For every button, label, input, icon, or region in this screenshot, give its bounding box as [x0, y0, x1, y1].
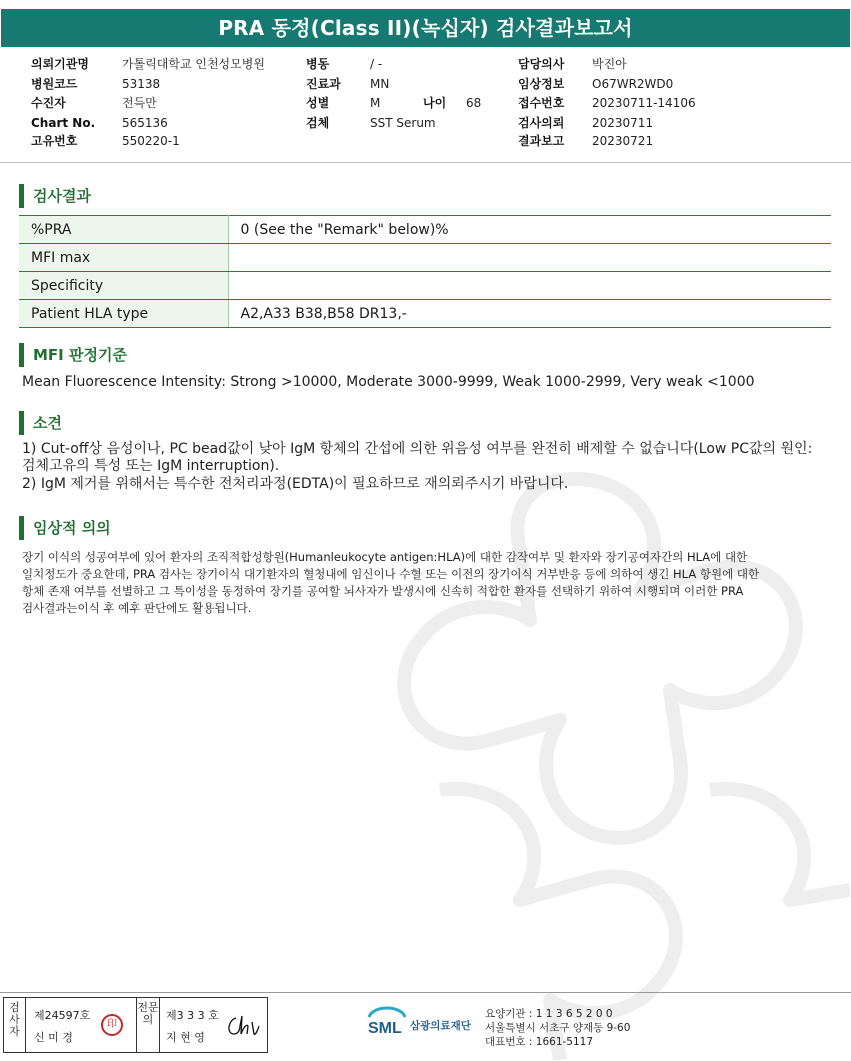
result-key: Patient HLA type — [19, 300, 228, 328]
result-key: MFI max — [19, 244, 228, 272]
value-ward: / - — [370, 57, 383, 71]
label-doctor: 담당의사 — [518, 57, 565, 71]
label-age: 나이 — [423, 96, 447, 110]
value-doctor: 박진아 — [592, 57, 627, 71]
value-unique-no: 550220-1 — [122, 134, 180, 148]
sml-foundation-name: 삼광의료재단 — [410, 1020, 471, 1032]
header-divider — [0, 162, 851, 163]
value-sex: M — [370, 96, 381, 110]
sml-logo-icon — [365, 1003, 409, 1047]
specialist-name: 지 현 영 — [166, 1031, 205, 1044]
inspector-seal-icon: 印 — [101, 1014, 123, 1036]
label-hospital-code: 병원코드 — [31, 77, 78, 91]
result-value — [228, 244, 831, 272]
label-unique-no: 고유번호 — [31, 134, 78, 148]
specialist-license: 제3 3 3 호 — [166, 1009, 219, 1022]
value-request-date: 20230711 — [592, 116, 654, 130]
clinical-line-3: 항체 존재 여부를 선별하고 그 특이성을 동정하여 장기를 공여할 뇌사자가 발생시에 신속히 적합한 환자를 선택하기 위하여 시행되며 이러한 PRA — [22, 584, 744, 598]
result-key: Specificity — [19, 272, 228, 300]
label-patient: 수진자 — [31, 96, 66, 110]
remark-line-2: 검체고유의 특성 또는 IgM interruption). — [22, 458, 280, 474]
clinical-line-1: 장기 이식의 성공여부에 있어 환자의 조직적합성항원(Humanleukocyte antigen:HLA)에 대한 감작여부 및 환자와 장기공여자간의 HLA에 대한 — [22, 550, 748, 564]
specialist-vertical-label: 전문의 — [136, 998, 160, 1052]
label-department: 진료과 — [306, 77, 341, 91]
label-sex: 성별 — [306, 96, 330, 110]
value-institution: 가톨릭대학교 인천성모병원 — [122, 57, 265, 71]
result-value: A2,A33 B38,B58 DR13,- — [228, 300, 831, 328]
section-title-clinical: 임상적 의의 — [19, 516, 111, 540]
label-ward: 병동 — [306, 57, 330, 71]
inspector-license: 제24597호 — [34, 1009, 91, 1022]
label-specimen: 검체 — [306, 116, 330, 130]
org-address: 서울특별시 서초구 양재동 9-60 — [485, 1022, 631, 1034]
signature-box — [3, 997, 268, 1053]
value-age: 68 — [466, 96, 482, 110]
result-value — [228, 272, 831, 300]
section-title-mfi: MFI 판정기준 — [19, 343, 127, 367]
label-chart-no: Chart No. — [31, 116, 96, 130]
table-row — [19, 300, 831, 328]
remark-line-3: 2) IgM 제거를 위해서는 특수한 전처리과정(EDTA)이 필요하므로 재의뢰주시기 바랍니다. — [22, 476, 569, 492]
inspector-vertical-label: 검사자 — [4, 998, 26, 1052]
section-title-results: 검사결과 — [19, 184, 91, 208]
sml-mark: SML — [368, 1020, 402, 1037]
report-title: PRA 동정(Class II)(녹십자) 검사결과보고서 — [1, 9, 850, 47]
value-hospital-code: 53138 — [122, 77, 161, 91]
remark-line-1: 1) Cut-off상 음성이나, PC bead값이 낮아 IgM 항체의 간섭에 의한 위음성 여부를 완전히 배제할 수 없습니다(Low PC값의 원인: — [22, 441, 813, 457]
label-request-date: 검사의뢰 — [518, 116, 565, 130]
label-receipt-no: 접수번호 — [518, 96, 565, 110]
org-phone: 대표번호 : 1661-5117 — [485, 1036, 594, 1048]
table-row — [19, 216, 831, 244]
value-chart-no: 565136 — [122, 116, 168, 130]
table-row — [19, 272, 831, 300]
mfi-criteria-text: Mean Fluorescence Intensity: Strong >10000, Moderate 3000-9999, Weak 1000-2999, Very weak <1000 — [22, 374, 755, 390]
value-report-date: 20230721 — [592, 134, 654, 148]
specialist-signature-icon — [224, 1012, 260, 1040]
value-specimen: SST Serum — [370, 116, 436, 130]
value-clinical-info: O67WR2WD0 — [592, 77, 674, 91]
clinical-line-4: 검사결과는이식 후 예후 판단에도 활용됩니다. — [22, 601, 252, 615]
label-report-date: 결과보고 — [518, 134, 565, 148]
section-title-remarks: 소견 — [19, 411, 62, 435]
result-value: 0 (See the "Remark" below)% — [228, 216, 831, 244]
value-receipt-no: 20230711-14106 — [592, 96, 696, 110]
label-institution: 의뢰기관명 — [31, 57, 89, 71]
org-code: 요양기관 : 1 1 3 6 5 2 0 0 — [485, 1008, 613, 1020]
value-department: MN — [370, 77, 390, 91]
footer-divider — [0, 992, 851, 993]
results-table — [19, 215, 831, 328]
table-row — [19, 244, 831, 272]
label-clinical-info: 임상정보 — [518, 77, 565, 91]
result-key: %PRA — [19, 216, 228, 244]
value-patient: 전득만 — [122, 96, 157, 110]
inspector-name: 신 미 경 — [34, 1031, 73, 1044]
clinical-line-2: 일치정도가 중요한데, PRA 검사는 장기이식 대기환자의 혈청내에 임신이나 수혈 또는 이전의 장기이식 거부반응 등에 의하여 생긴 HLA 항원에 대한 — [22, 567, 760, 581]
